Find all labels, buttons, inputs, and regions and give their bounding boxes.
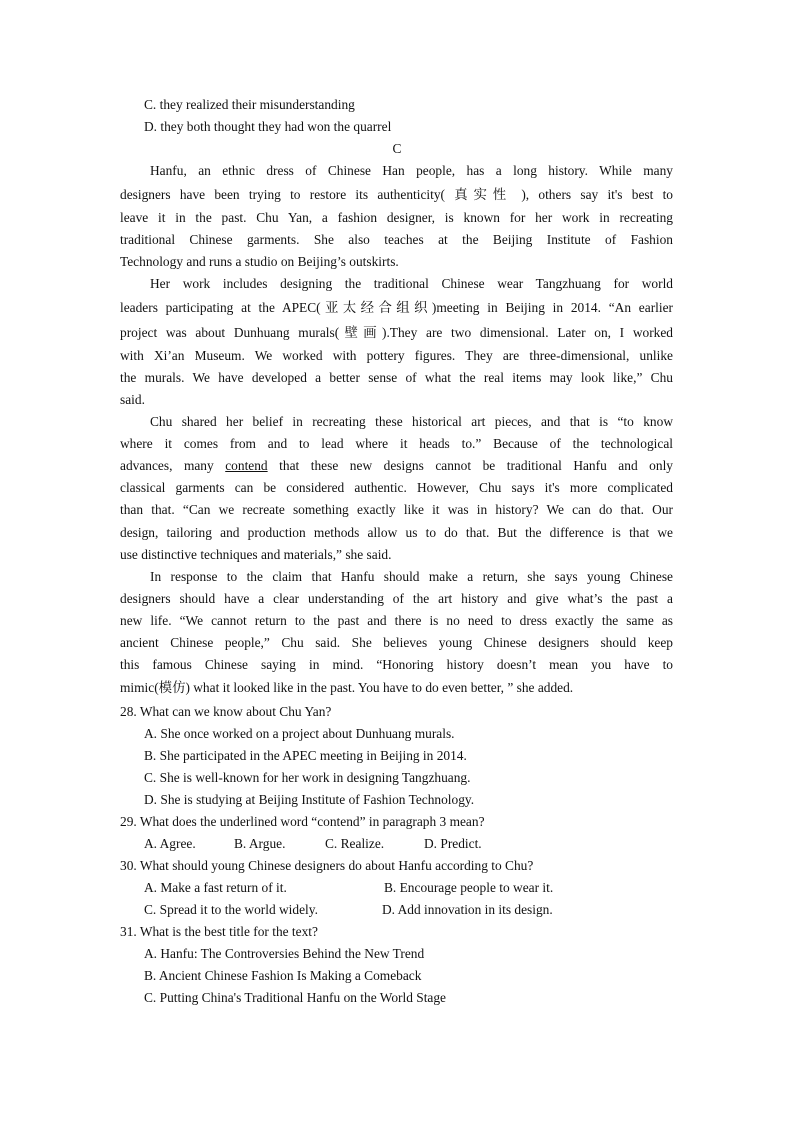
passage-line: than that. “Can we recreate something exactly like it was in history? We can do that. Our <box>120 502 673 517</box>
passage-line: use distinctive techniques and materials,” she said. <box>120 547 392 562</box>
question-31-option-b: B. Ancient Chinese Fashion Is Making a Comeback <box>144 968 422 983</box>
passage-line: traditional Chinese garments. She also teaches at the Beijing Institute of Fashion <box>120 232 673 247</box>
passage-line: new life. “We cannot return to the past and there is no need to dress exactly the same as <box>120 613 673 628</box>
passage-line: Chu shared her belief in recreating these historical art pieces, and that is “to know <box>150 414 673 429</box>
question-29-option-c: C. Realize. <box>325 836 385 851</box>
question-31-option-a: A. Hanfu: The Controversies Behind the New Trend <box>144 946 425 961</box>
passage-line: said. <box>120 392 145 407</box>
question-30-option-d: D. Add innovation in its design. <box>382 902 553 917</box>
question-31-option-c: C. Putting China's Traditional Hanfu on the World Stage <box>144 990 447 1005</box>
passage-line: In response to the claim that Hanfu should make a return, she says young Chinese <box>150 569 673 584</box>
passage-line <box>120 458 673 474</box>
question-29-option-a: A. Agree. <box>144 836 196 851</box>
passage-line: designers should have a clear understanding of the art history and give what’s the past a <box>120 591 673 606</box>
passage-line: leave it in the past. Chu Yan, a fashion designer, is known for her work in recreating <box>120 210 673 225</box>
passage-line: design, tailoring and production methods allow us to do that. But the difference is that we <box>120 525 673 540</box>
question-30-option-c: C. Spread it to the world widely. <box>144 902 318 917</box>
question-28-option-d: D. She is studying at Beijing Institute of Fashion Technology. <box>144 792 475 807</box>
question-31-stem: 31. What is the best title for the text? <box>120 924 318 939</box>
question-28-option-c: C. She is well-known for her work in designing Tangzhuang. <box>144 770 471 785</box>
question-28-stem: 28. What can we know about Chu Yan? <box>120 704 332 719</box>
passage-line: with Xi’an Museum. We worked with pottery figures. They are three-dimensional, unlike <box>120 348 673 363</box>
passage-line: this famous Chinese saying in mind. “Honoring history doesn’t mean you have to <box>120 657 673 672</box>
question-28-option-b: B. She participated in the APEC meeting in Beijing in 2014. <box>144 748 467 763</box>
passage-text: advances, many <box>120 458 226 473</box>
prev-option-d: D. they both thought they had won the quarrel <box>144 119 392 134</box>
passage-line: mimic(模仿) what it looked like in the past. You have to do even better, ” she added. <box>120 680 574 695</box>
passage-line: Technology and runs a studio on Beijing’s outskirts. <box>120 254 399 269</box>
question-30-stem: 30. What should young Chinese designers do about Hanfu according to Chu? <box>120 858 534 873</box>
passage-line: leaders participating at the APEC(亚太经合组织)meeting in Beijing in 2014. “An earlier <box>120 300 673 315</box>
passage-line: designers have been trying to restore its authenticity( 真实性 ), others say it's best to <box>120 187 673 202</box>
question-29-option-d: D. Predict. <box>424 836 482 851</box>
question-29-option-b: B. Argue. <box>234 836 286 851</box>
question-30-option-b: B. Encourage people to wear it. <box>384 880 554 895</box>
passage-line: the murals. We have developed a better sense of what the real items may look like,” Chu <box>120 370 673 385</box>
passage-line: where it comes from and to lead where it heads to.” Because of the technological <box>120 436 673 451</box>
section-label: C <box>392 141 402 156</box>
passage-text: that these new designs cannot be traditional Hanfu and only <box>267 458 673 473</box>
question-29-stem: 29. What does the underlined word “contend” in paragraph 3 mean? <box>120 814 485 829</box>
passage-line: Her work includes designing the traditional Chinese wear Tangzhuang for world <box>150 276 673 291</box>
passage-line: Hanfu, an ethnic dress of Chinese Han people, has a long history. While many <box>150 163 673 178</box>
underlined-word-contend: contend <box>225 458 268 473</box>
passage-line: classical garments can be considered authentic. However, Chu says it's more complicated <box>120 480 673 495</box>
prev-option-c: C. they realized their misunderstanding <box>144 97 355 112</box>
question-28-option-a: A. She once worked on a project about Dunhuang murals. <box>144 726 455 741</box>
question-30-option-a: A. Make a fast return of it. <box>144 880 287 895</box>
passage-line: project was about Dunhuang murals(壁画).They are two dimensional. Later on, I worked <box>120 325 673 340</box>
passage-line: ancient Chinese people,” Chu said. She believes young Chinese designers should keep <box>120 635 673 650</box>
